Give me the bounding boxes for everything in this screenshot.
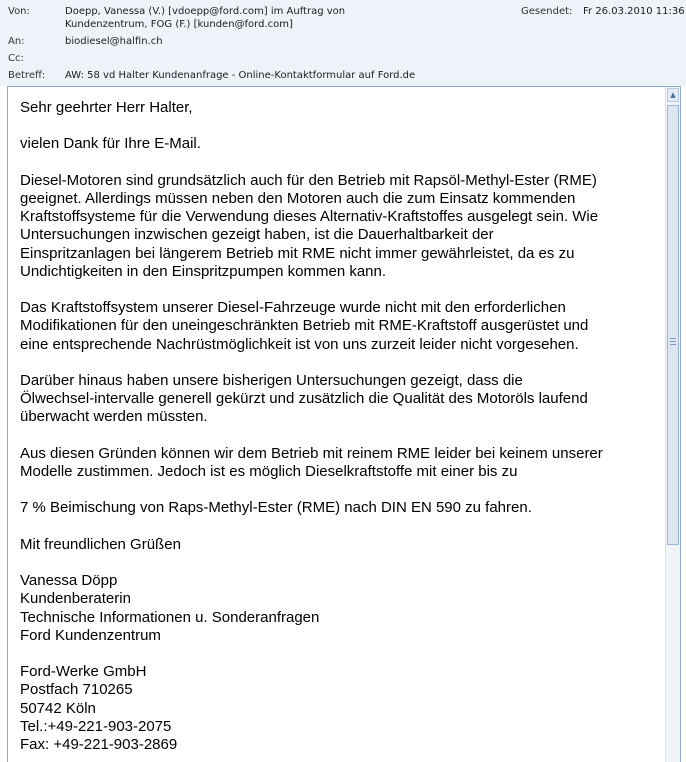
from-label: Von: [8,6,30,17]
body-paragraph: Das Kraftstoffsystem unserer Diesel-Fahrzeuge wurde nicht mit den erforderlichen Modifikationen für den uneingeschränkten Betrieb mit RME-Kraftstoff ausgerüstet und eine entsprechende Nachrüstmöglichkeit ist von uns zurzeit leider nicht vorgesehen. [20,299,589,353]
message-body-pane[interactable] [7,86,681,762]
scrollbar-thumb[interactable] [667,105,679,545]
subject-label: Betreff: [8,70,46,81]
body-paragraph: vielen Dank für Ihre E-Mail. [20,135,201,153]
to-label: An: [8,36,25,47]
from-value-line1[interactable]: Doepp, Vanessa (V.) [vdoepp@ford.com] im Auftrag von [65,6,346,17]
scrollbar-grip-icon [670,338,676,345]
to-value[interactable]: biodiesel@halfin.ch [65,36,163,47]
from-value-line2[interactable]: Kundenzentrum, FOG (F.) [kunden@ford.com] [65,19,293,30]
body-paragraph: Darüber hinaus haben unsere bisherigen Untersuchungen gezeigt, dass die Ölwechsel-intervalle generell gekürzt und zusätzlich die Qualität des Motoröls laufend überwacht werden müssten. [20,371,588,426]
body-paragraph: Mit freundlichen Grüßen [20,535,181,553]
message-body-text [20,99,660,762]
sent-label: Gesendet: [521,6,573,17]
message-header [0,0,686,86]
company-address-block: Ford-Werke GmbH Postfach 710265 50742 Köln Tel.:+49-221-903-2075 Fax: +49-221-903-2869 [20,663,178,753]
scroll-up-arrow-icon[interactable]: ▲ [667,88,679,102]
body-paragraph: Aus diesen Gründen können wir dem Betrieb mit reinem RME leider bei keinem unserer Modelle zustimmen. Jedoch ist es möglich Dieselkraftstoffe mit einer bis zu [20,444,603,480]
subject-value: AW: 58 vd Halter Kundenanfrage - Online-Kontaktformular auf Ford.de [65,70,416,81]
body-paragraph: Sehr geehrter Herr Halter, [20,99,193,116]
body-paragraph: 7 % Beimischung von Raps-Methyl-Ester (RME) nach DIN EN 590 zu fahren. [20,499,532,517]
vertical-scrollbar[interactable] [665,87,680,762]
cc-label: Cc: [8,53,24,64]
body-paragraph: Diesel-Motoren sind grundsätzlich auch für den Betrieb mit Rapsöl-Methyl-Ester (RME) geeignet. Allerdings müssen neben den Motoren auch die zum Einsatz kommenden Kraftstoffsysteme für die Verwendung dieses Alternativ-Kraftstoffes ausgelegt sein. Wie Untersuchungen inzwischen gezeigt haben, ist die Dauerhaltbarkeit der Einspritzanlagen bei längerem Betrieb mit RME nicht immer gewährleistet, da es zu Undichtigkeiten in den Einspritzpumpen kommen kann. [20,171,599,280]
sent-value: Fr 26.03.2010 11:36 [583,6,685,17]
signature-block: Vanessa Döpp Kundenberaterin Technische Informationen u. Sonderanfragen Ford Kundenzentrum [20,572,320,644]
